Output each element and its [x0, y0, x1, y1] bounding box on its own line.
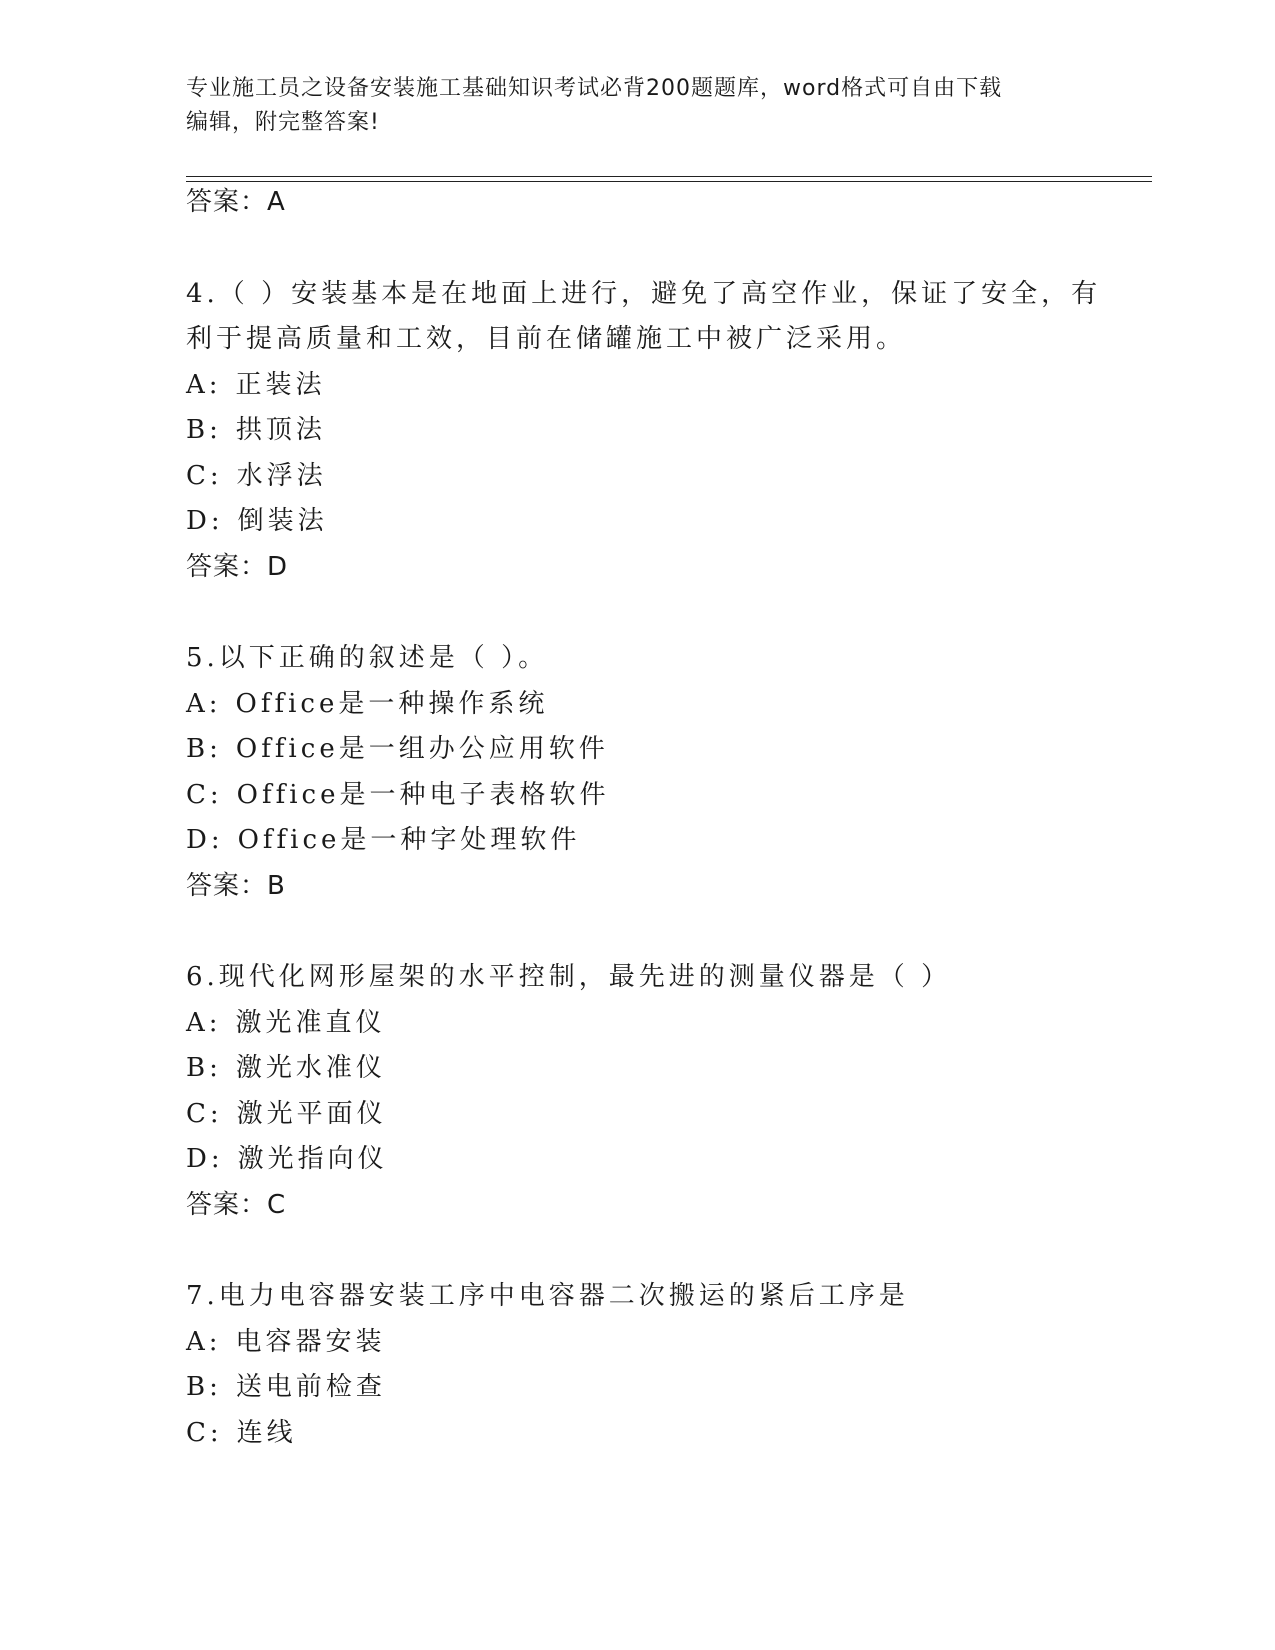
question-stem: 7.电力电容器安装工序中电容器二次搬运的紧后工序是 [186, 1281, 909, 1311]
answer: 答案：C [186, 1189, 287, 1220]
question-stem: 6.现代化网形屋架的水平控制，最先进的测量仪器是（ ） [186, 962, 952, 992]
option-a: A: 激光准直仪 [186, 1007, 386, 1038]
option-b: B: 激光水准仪 [186, 1053, 386, 1083]
header-line-2: 编辑，附完整答案! [186, 110, 380, 135]
previous-answer: 答案：A [186, 187, 286, 217]
option-a: A: 电容器安装 [186, 1326, 386, 1357]
header-line-1: 专业施工员之设备安装施工基础知识考试必背200题题库，word格式可自由下载 [186, 76, 1003, 101]
option-a: A: Office是一种操作系统 [186, 688, 549, 719]
option-c: C: 连线 [186, 1417, 297, 1448]
answer: 答案：B [186, 870, 286, 901]
option-b: B: 拱顶法 [186, 415, 326, 445]
question-5 [186, 636, 1086, 909]
question-stem: 4.（ ）安装基本是在地面上进行，避免了高空作业，保证了安全，有 [186, 278, 1102, 309]
question-7 [186, 1274, 1086, 1456]
header-rule-top [186, 176, 1152, 177]
answer: 答案：D [186, 551, 289, 582]
question-4 [186, 272, 1102, 591]
option-d: D: Office是一种字处理软件 [186, 825, 581, 855]
option-c: C: 激光平面仪 [186, 1098, 387, 1129]
question-list [186, 180, 1102, 1456]
option-c: C: 水浮法 [186, 460, 327, 491]
question-6 [186, 955, 1086, 1228]
option-b: B: 送电前检查 [186, 1372, 386, 1402]
option-d: D: 倒装法 [186, 506, 328, 536]
question-stem: 利于提高质量和工效，目前在储罐施工中被广泛采用。 [186, 324, 907, 354]
option-c: C: Office是一种电子表格软件 [186, 779, 610, 810]
document-header [186, 72, 1086, 140]
question-stem: 5.以下正确的叙述是（ ）。 [186, 643, 549, 673]
option-d: D: 激光指向仪 [186, 1144, 388, 1174]
option-a: A: 正装法 [186, 369, 326, 400]
option-b: B: Office是一组办公应用软件 [186, 734, 609, 764]
